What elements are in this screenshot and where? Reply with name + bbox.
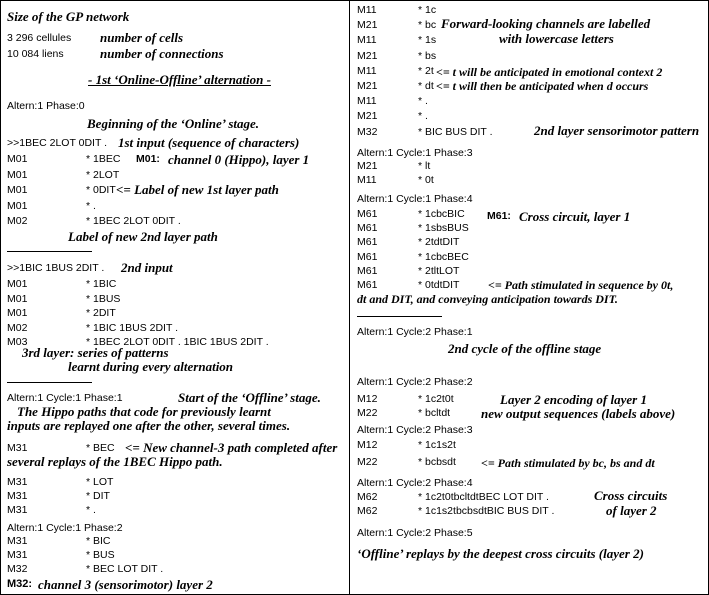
row-module-label: M21 [357,160,378,172]
row-pattern-text: * 0t [418,174,434,186]
row-module-label: M01 [7,278,28,290]
row-module-label: M32 [7,563,28,575]
offline-desc-1: The Hippo paths that code for previously learnt [17,404,271,419]
row-pattern-text: * 1BIC 1BUS 2DIT . [86,321,179,334]
path-bc-note: <= Path stimulated by bc, bs and dt [481,456,655,470]
altern-p3: Altern:1 Cycle:1 Phase:3 [357,147,473,159]
row-pattern-text: * 2t [418,64,434,77]
offline-replays: ‘Offline’ replays by the deepest cross circuits (layer 2) [357,546,644,561]
offline-desc-2: inputs are replayed one after the other, several times. [7,418,291,433]
row-module-label: M01 [7,184,28,196]
row-pattern-text: * . [86,199,96,212]
links-value: 10 084 liens [7,48,64,60]
anticip-note-2: <= t will then be anticipated when d occurs [436,79,649,93]
row-module-label: M01 [7,199,28,212]
cross-circuits-1: Cross circuits [594,488,668,503]
m61-note: Cross circuit, layer 1 [519,209,631,224]
m32-bold: M32: [7,578,33,590]
forward-note-1: Forward-looking channels are labelled [441,16,651,31]
row-module-label: M31 [7,549,28,561]
row-module-label: M61 [357,264,378,277]
row-module-label: M01 [7,153,28,165]
separator-2 [7,382,92,383]
row-module-label: M12 [357,393,378,405]
network-size-title: Size of the GP network [7,9,130,24]
row-module-label: M61 [357,279,378,291]
altern-c2p5: Altern:1 Cycle:2 Phase:5 [357,527,473,539]
altern-c2p1: Altern:1 Cycle:2 Phase:1 [357,326,473,338]
row-module-label: M12 [357,439,378,451]
row-module-label: M31 [7,504,28,516]
altern-c2p4: Altern:1 Cycle:2 Phase:4 [357,477,473,489]
row-module-label: M21 [357,49,378,62]
new-output: new output sequences (labels above) [481,406,676,421]
row-pattern-text: * 1cbcBEC [418,250,469,263]
row-module-label: M62 [357,491,378,503]
row-module-label: M03 [7,336,28,348]
row-pattern-text: * 1c2t0t [418,393,454,405]
separator-1 [7,251,92,252]
row-module-label: M11 [357,95,377,108]
row-pattern-text: * . [418,95,428,108]
layer2-encoding: Layer 2 encoding of layer 1 [500,392,647,407]
input2-note: 2nd input [121,260,173,275]
row-pattern-text: * 1BUS [86,292,121,305]
beginning-online: Beginning of the ‘Online’ stage. [87,116,260,131]
row-pattern-text: * 1BEC [86,153,121,165]
row-pattern-text: * 2LOT [86,168,120,181]
altern-p4: Altern:1 Cycle:1 Phase:4 [357,193,473,205]
row-module-label: M61 [357,222,378,235]
row-module-label: M22 [357,407,378,419]
row-module-label: M31 [7,535,28,547]
row-module-label: M11 [357,64,377,77]
cells-label: number of cells [100,30,184,45]
row-pattern-text: * BIC [86,535,111,547]
row-pattern-text: * 1c1s2tbcbsdtBIC BUS DIT . [418,505,555,517]
altern-c2p3: Altern:1 Cycle:2 Phase:3 [357,424,473,436]
m31-bec: * BEC [86,442,115,454]
row-pattern-text: * 1cbcBIC [418,208,465,220]
row-pattern-text: * BIC BUS DIT . [418,125,493,138]
row-pattern-text: * dt [418,80,434,92]
altern-phase2: Altern:1 Cycle:1 Phase:2 [7,522,123,534]
row-module-label: M11 [357,4,377,16]
row-pattern-text: * BUS [86,549,115,561]
m01-note: channel 0 (Hippo), layer 1 [168,152,310,167]
row-pattern-text: * BEC LOT DIT . [86,563,164,575]
row-pattern-text: * 2DIT [86,307,116,319]
column-divider [349,0,350,595]
second-cycle: 2nd cycle of the offline stage [448,341,602,356]
offline-start: Start of the ‘Offline’ stage. [178,390,321,405]
row-pattern-text: * . [418,110,428,123]
row-module-label: M01 [7,292,28,305]
row-pattern-text: * lt [418,160,431,172]
row-pattern-text: * DIT [86,490,110,502]
alternation-heading: - 1st ‘Online-Offline’ alternation - [88,72,271,87]
row-pattern-text: * 1sbsBUS [418,222,469,235]
third-layer-line2: learnt during every alternation [68,359,234,374]
m31-note-2: several replays of the 1BEC Hippo path. [7,454,223,469]
row-pattern-text: * bcltdt [418,407,451,419]
altern-c2p2: Altern:1 Cycle:2 Phase:2 [357,376,473,388]
row-module-label: M61 [357,236,378,249]
row-module-label: M11 [357,174,377,186]
m01-note-bold: M01: [136,153,160,165]
row-module-label: M01 [7,168,28,181]
row-module-label: M11 [357,34,377,47]
row-module-label: M21 [357,80,378,92]
separator-3 [357,316,442,317]
row-pattern-text: * 1c1s2t [418,439,456,451]
row-module-label: M22 [357,456,378,468]
anticip-note-1: <= t will be anticipated in emotional context 2 [436,65,663,79]
row-pattern-text: * bc [418,19,437,32]
label-new-2nd: Label of new 2nd layer path [68,229,218,244]
row-pattern-text: * LOT [86,476,114,488]
row-module-label: M32 [357,125,378,138]
label-new-1st: <= Label of new 1st layer path [116,182,279,197]
row-pattern-text: * 1c2t0tbcltdtBEC LOT DIT . [418,491,549,503]
row-module-label: M21 [357,19,378,32]
cross-circuits-2: of layer 2 [606,503,657,518]
row-module-label: M02 [7,215,28,227]
row-pattern-text: * 0DIT [86,184,116,196]
row-module-label: M62 [357,505,378,517]
row-pattern-text: * 2tltLOT [418,264,460,277]
row-pattern-text: * 1c [418,4,437,16]
links-label: number of connections [100,46,224,61]
row-module-label: M02 [7,321,28,334]
row-pattern-text: * 2tdtDIT [418,236,460,249]
row-module-label: M31 [7,490,28,502]
input2-sequence: >>1BIC 1BUS 2DIT . [7,262,105,274]
input1-sequence: >>1BEC 2LOT 0DIT . [7,137,107,149]
third-layer-line1: 3rd layer: series of patterns [22,345,169,360]
path-stim-1: <= Path stimulated in sequence by 0t, [488,278,674,292]
row-pattern-text: * . [86,504,96,516]
row-pattern-text: * bs [418,49,437,62]
row-module-label: M61 [357,250,378,263]
altern-phase0: Altern:1 Phase:0 [7,100,85,112]
m61-bold: M61: [487,210,511,222]
m32-note: channel 3 (sensorimotor) layer 2 [38,577,213,592]
row-pattern-text: * 1BEC 2LOT 0DIT . 1BIC 1BUS 2DIT . [86,336,269,348]
m31-label: M31 [7,442,28,454]
row-pattern-text: * 1BIC [86,278,117,290]
row-pattern-text: * 0tdtDIT [418,279,460,291]
row-pattern-text: * 1BEC 2LOT 0DIT . [86,215,181,227]
cells-value: 3 296 cellules [7,32,72,44]
row-module-label: M61 [357,208,378,220]
path-stim-2: dt and DIT, and conveying anticipation towards DIT. [357,292,618,306]
row-pattern-text: * bcbsdt [418,456,456,468]
offline-altern: Altern:1 Cycle:1 Phase:1 [7,392,123,404]
layer2-pattern: 2nd layer sensorimotor pattern [534,123,700,138]
row-module-label: M01 [7,307,28,319]
m31-note-1: <= New channel-3 path completed after [125,440,338,455]
forward-note-2: with lowercase letters [499,31,614,46]
row-module-label: M31 [7,476,28,488]
row-pattern-text: * 1s [418,34,437,47]
input1-note: 1st input (sequence of characters) [118,135,300,150]
row-module-label: M21 [357,110,378,123]
